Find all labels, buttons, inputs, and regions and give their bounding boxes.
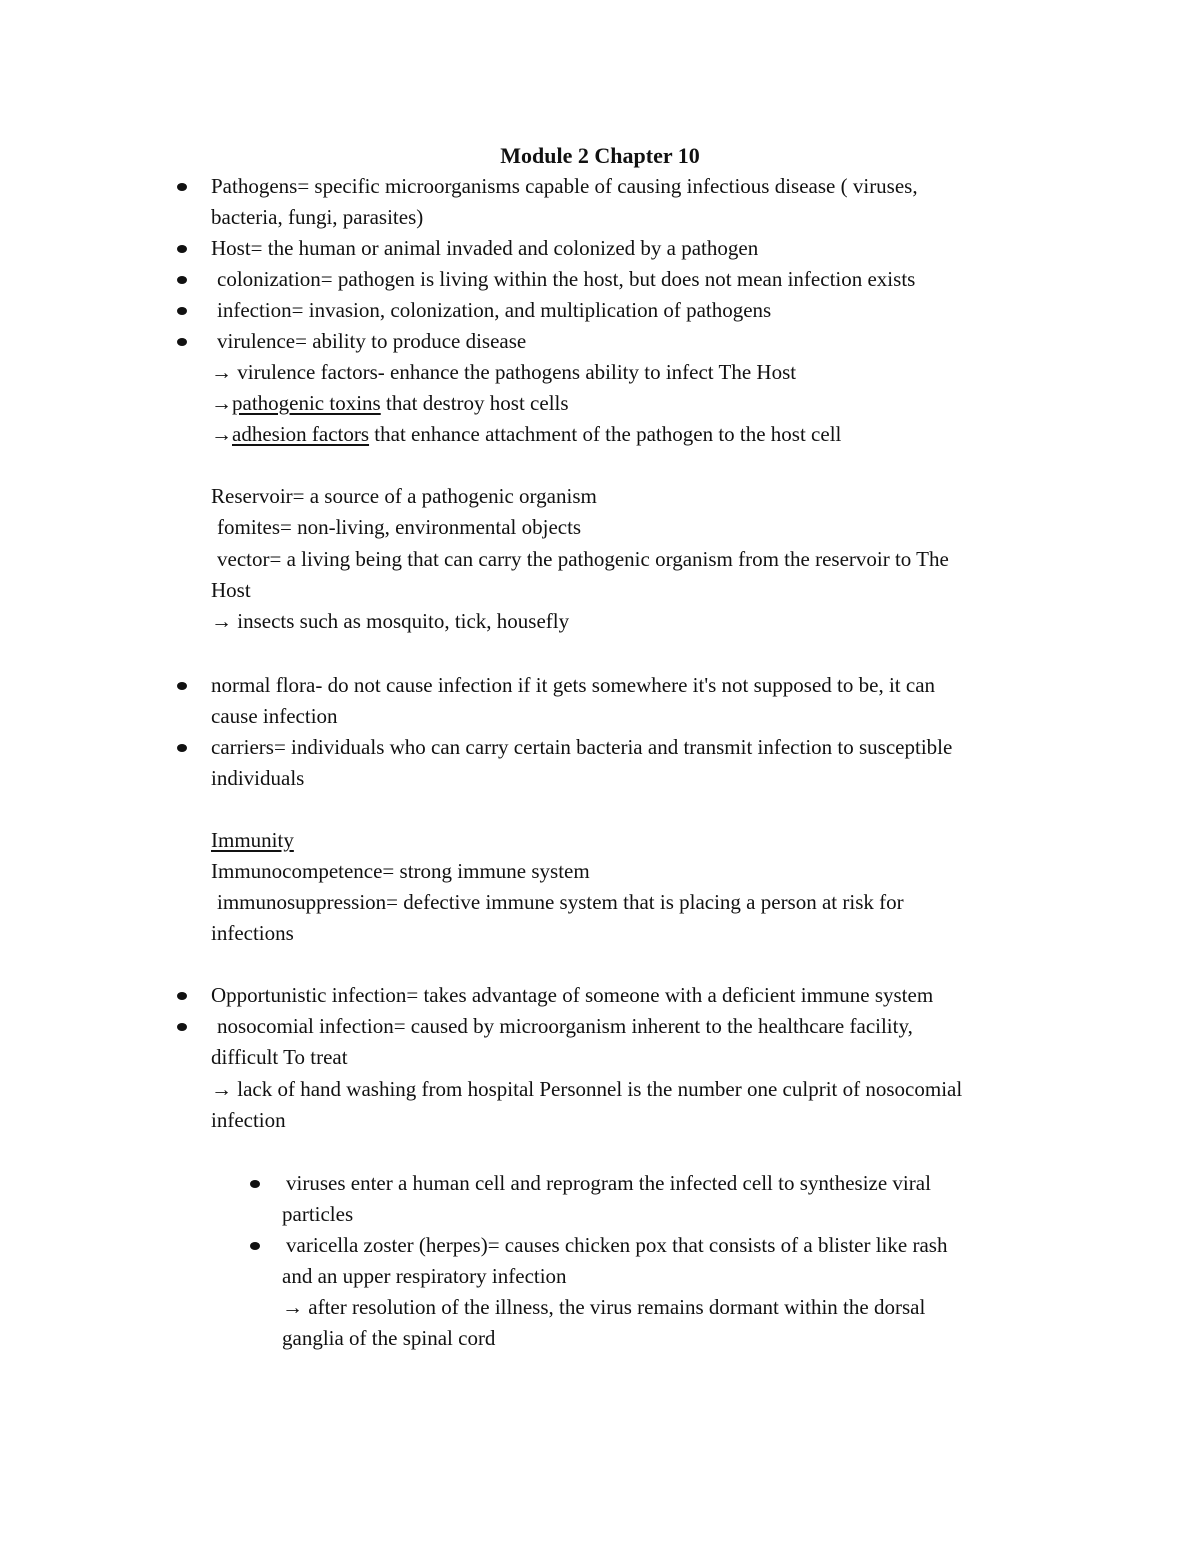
fomites-definition: fomites= non-living, environmental objects: [217, 515, 582, 539]
adhesion-factors-term: adhesion factors: [232, 422, 370, 446]
dormancy-note-cont: ganglia of the spinal cord: [282, 1326, 496, 1350]
adhesion-factors-text: that enhance attachment of the pathogen to the host cell: [369, 422, 842, 446]
reservoir-definition: Reservoir= a source of a pathogenic organism: [211, 484, 597, 508]
arrow-icon: →: [211, 422, 232, 446]
vector-examples-note: → insects such as mosquito, tick, housefly: [211, 609, 570, 633]
viruses-note: viruses enter a human cell and reprogram the infected cell to synthesize viral: [286, 1171, 931, 1195]
bullet-icon: [250, 1242, 260, 1250]
viruses-note-cont: particles: [282, 1202, 354, 1226]
varicella-zoster-definition-cont: and an upper respiratory infection: [282, 1264, 567, 1288]
opportunistic-infection-definition: Opportunistic infection= takes advantage of someone with a deficient immune system: [211, 983, 934, 1007]
bullet-icon: [177, 245, 187, 253]
bullet-icon: [177, 338, 187, 346]
immunosuppression-definition: immunosuppression= defective immune system that is placing a person at risk for: [217, 890, 904, 914]
hand-washing-note: → lack of hand washing from hospital Personnel is the number one culprit of nosocomial: [211, 1077, 963, 1101]
bullet-icon: [177, 744, 187, 752]
immunity-heading: Immunity: [211, 828, 294, 852]
pathogenic-toxins-term: pathogenic toxins: [232, 391, 381, 415]
adhesion-factors-note: [211, 419, 841, 450]
virulence-definition: virulence= ability to produce disease: [217, 329, 527, 353]
colonization-definition: colonization= pathogen is living within the host, but does not mean infection exists: [217, 267, 916, 291]
bullet-icon: [177, 992, 187, 1000]
page-title: Module 2 Chapter 10: [500, 143, 700, 168]
pathogenic-toxins-note: [211, 388, 569, 419]
bullet-icon: [177, 682, 187, 690]
immunocompetence-definition: Immunocompetence= strong immune system: [211, 859, 590, 883]
infection-definition: infection= invasion, colonization, and multiplication of pathogens: [217, 298, 772, 322]
hand-washing-note-cont: infection: [211, 1108, 286, 1132]
nosocomial-infection-definition-cont: difficult To treat: [211, 1045, 348, 1069]
normal-flora-definition-cont: cause infection: [211, 704, 338, 728]
vector-definition: vector= a living being that can carry the pathogenic organism from the reservoir to The: [217, 547, 949, 571]
carriers-definition-cont: individuals: [211, 766, 305, 790]
nosocomial-infection-definition: nosocomial infection= caused by microorganism inherent to the healthcare facility,: [217, 1014, 913, 1038]
bullet-icon: [250, 1180, 260, 1188]
immunosuppression-definition-cont: infections: [211, 921, 294, 945]
arrow-icon: →: [211, 391, 232, 415]
bullet-icon: [177, 1023, 187, 1031]
bullet-icon: [177, 183, 187, 191]
normal-flora-definition: normal flora- do not cause infection if it gets somewhere it's not supposed to be, it can: [211, 673, 936, 697]
vector-definition-cont: Host: [211, 578, 251, 602]
pathogens-definition: Pathogens= specific microorganisms capable of causing infectious disease ( viruses,: [211, 174, 918, 198]
bullet-icon: [177, 276, 187, 284]
carriers-definition: carriers= individuals who can carry certain bacteria and transmit infection to susceptible: [211, 735, 953, 759]
bullet-icon: [177, 307, 187, 315]
dormancy-note: → after resolution of the illness, the virus remains dormant within the dorsal: [282, 1295, 926, 1319]
pathogens-definition-cont: bacteria, fungi, parasites): [211, 205, 424, 229]
virulence-factors-note: → virulence factors- enhance the pathogens ability to infect The Host: [211, 360, 797, 384]
pathogenic-toxins-text: that destroy host cells: [380, 391, 569, 415]
host-definition: Host= the human or animal invaded and colonized by a pathogen: [211, 236, 759, 260]
varicella-zoster-definition: varicella zoster (herpes)= causes chicken pox that consists of a blister like rash: [286, 1233, 948, 1257]
